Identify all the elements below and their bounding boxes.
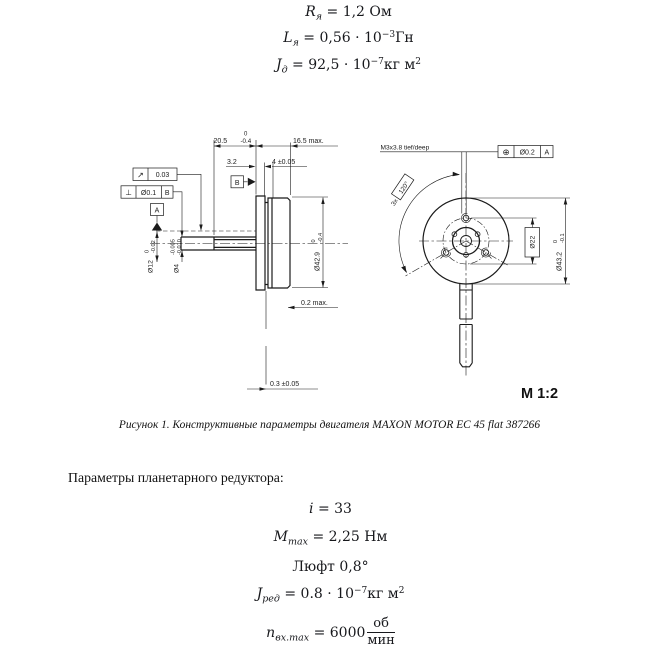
side-view [121,132,348,391]
eq-value: Люфт 0,8° [292,559,369,575]
eq-value: = 33 [313,501,352,517]
arc-arrow-bottom [401,266,406,273]
eq-value: = 0,56 · 10 [298,30,382,46]
extension-lines [214,140,291,235]
equation-max-input-speed [8,617,645,649]
equation-max-torque [8,529,645,548]
eq-subscript: max [287,536,308,548]
eq-unit: кг м [383,57,416,73]
eq-fraction [367,617,394,649]
equation-gear-ratio [8,501,645,517]
flange-outline [256,196,265,290]
dim-d4-lower-tol: -0.010 [177,239,183,255]
dim-20-5-upper-tol: 0 [244,131,248,138]
eq-subscript: вх.max [275,632,310,644]
front-view-arrows [401,172,567,284]
eq-variable: L [283,30,293,46]
thread-leader-lines [462,152,466,214]
eq-value: = 1,2 Ом [322,4,392,20]
dim-d12-label: Ø12 [147,260,155,273]
eq-subscript: ред [262,593,280,605]
fraction-denominator: мин [367,632,395,648]
position-tolerance-icon: ⊕ [502,146,510,157]
side-view-outline [181,196,290,290]
dim-d43-2-label-group [553,233,566,271]
datum-a-triangle-icon [152,223,162,231]
dim-4-label: 4 ±0.05 [272,158,296,166]
dim-d42-9-label-group [311,233,324,271]
side-view-texts [125,132,328,389]
eq-value: = 2,25 Нм [308,529,388,545]
motor-body-outline [268,198,290,288]
eq-value: = 6000 [309,624,366,641]
dim-d42-9-lower-tol: -0.4 [318,232,325,243]
eq-variable: M [273,529,288,545]
dim-0-2-label: 0.2 max. [301,299,328,307]
gearbox-section-heading: Параметры планетарного редуктора: [68,470,284,485]
dim-d43-2-lower-tol: -0.1 [560,233,567,243]
eq-exponent: −7 [370,57,384,67]
datum-a-label: A [154,207,160,215]
dim-d42-9-upper-tol: 0 [311,239,318,243]
thread-note-label: M3x3.8 tief/deep [380,144,430,152]
dim-d4-upper-tol: -0.005 [170,239,177,255]
dim-d4-label: Ø4 [173,263,181,273]
dim-d43-2-upper-tol: 0 [553,239,560,243]
runout-value: 0.03 [155,171,170,179]
dim-d22-label-group [530,236,537,249]
position-tolerance-value: Ø0.2 [519,149,535,157]
eq-variable: J [275,57,282,73]
eq-value: = 92,5 · 10 [287,57,371,73]
dim-d12-upper-tol: 0 [144,249,151,253]
datum-b-label: B [234,179,240,187]
dim-3-2-label: 3.2 [227,158,237,166]
position-tolerance-datum: A [544,149,550,157]
eq-variable: i [309,501,314,517]
equation-gear-inertia [8,586,645,605]
eq-subscript: я [292,37,299,49]
dim-d22-label: Ø22 [529,235,537,249]
eq-exponent: −3 [381,30,396,40]
eq-unit-exponent: 2 [398,586,405,596]
eq-variable: R [305,4,316,20]
drawing-scale-label: M 1:2 [521,386,559,402]
eq-exponent: −7 [353,586,368,596]
arc-arrow-top [453,172,460,176]
front-view [380,144,570,376]
dim-20-5-label: 20.5 [213,138,228,146]
datum-b-triangle-icon [248,178,256,186]
perpendicularity-icon: ⊥ [125,188,132,197]
eq-unit: кг м [367,586,399,602]
dim-d12-lower-tol: -0.02 [151,240,157,253]
eq-variable: n [266,624,276,641]
eq-unit: Гн [395,30,414,46]
dim-20-5-lower-tol: -0.4 [240,138,252,146]
dim-d42-9-label: Ø42.9 [314,251,322,271]
circular-runout-icon: ↗ [137,170,144,180]
tapped-hole-left [443,250,449,256]
figure-caption: Рисунок 1. Конструктивные параметры двигателя MAXON MOTOR EC 45 flat 387266 [118,419,541,431]
equation-backlash [8,559,645,575]
eq-subscript: д [281,64,288,76]
eq-value: = 0.8 · 10 [279,586,354,602]
dim-d12-label-group [144,240,157,273]
dim-d43-2-label: Ø43.2 [556,251,564,271]
eq-variable: J [256,586,263,602]
fraction-numerator: об [367,617,394,633]
hole-pattern-texts [389,180,412,208]
perpendicularity-value: Ø0.1 [140,189,157,197]
perpendicularity-datum: B [164,189,170,197]
dim-16-5-label: 16.5 max. [293,138,324,146]
eq-subscript: я [315,11,323,23]
hole-count-label: 3x [390,197,400,208]
dim-0-3-label: 0.3 ±0.05 [270,381,300,389]
eq-unit-exponent: 2 [415,57,422,67]
hole-angle-label: 120° [397,180,411,196]
